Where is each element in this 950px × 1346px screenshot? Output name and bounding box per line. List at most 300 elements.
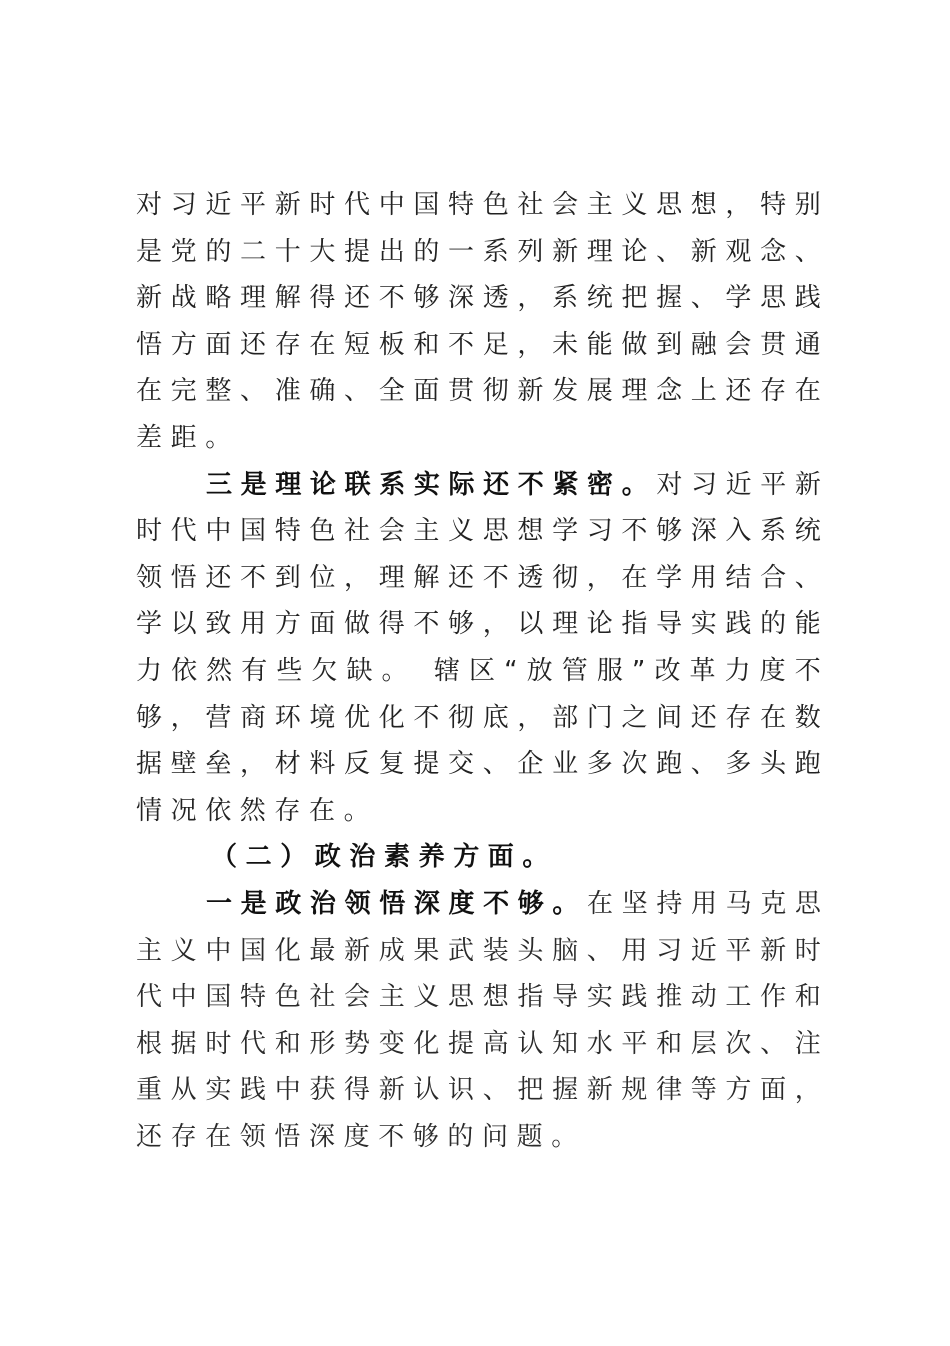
glyph: 境: [309, 702, 336, 733]
glyph: 装: [482, 935, 509, 966]
glyph: 结: [725, 562, 752, 593]
body-line: [136, 1021, 821, 1068]
glyph: 用: [621, 935, 648, 966]
glyph: 义: [170, 935, 197, 966]
glyph: 平: [725, 935, 752, 966]
glyph: 实: [205, 1075, 232, 1106]
glyph: 区: [469, 655, 496, 686]
glyph: 特: [760, 190, 787, 220]
glyph: 、: [794, 562, 821, 593]
glyph: 大: [309, 236, 336, 267]
glyph: 次: [725, 1028, 752, 1059]
glyph: 最: [309, 935, 336, 966]
glyph: 跑: [794, 749, 821, 780]
paragraph-lead-bold: 是: [240, 469, 267, 500]
glyph: 代: [344, 190, 371, 220]
glyph: ，: [517, 329, 544, 360]
glyph: 论: [621, 236, 648, 267]
glyph: 展: [586, 376, 613, 407]
glyph: 势: [344, 1028, 371, 1059]
glyph: 彻: [448, 702, 475, 733]
glyph: 动: [690, 982, 717, 1013]
glyph: 还: [344, 283, 371, 314]
glyph: 得: [378, 609, 405, 640]
glyph: 会: [378, 516, 405, 547]
glyph: 企: [517, 749, 544, 780]
glyph: 头: [760, 749, 787, 780]
body-line: [136, 1067, 821, 1114]
glyph: 思: [656, 190, 683, 220]
paragraph-lead-bold: 度: [448, 888, 475, 919]
glyph: 和: [274, 1028, 301, 1059]
glyph: 高: [482, 1028, 509, 1059]
body-line: [136, 275, 821, 322]
glyph: 社: [517, 190, 544, 220]
glyph: 成: [378, 935, 405, 966]
glyph: 时: [136, 516, 163, 547]
glyph: 色: [482, 190, 509, 220]
glyph: 、: [690, 749, 717, 780]
glyph: 脑: [552, 935, 579, 966]
glyph: 透: [482, 283, 509, 314]
glyph: 不: [413, 609, 440, 640]
glyph: 时: [794, 935, 821, 966]
paragraph-lead-rest: 用: [690, 888, 717, 919]
glyph: 知: [552, 1028, 579, 1059]
glyph: 优: [344, 702, 371, 733]
glyph: 够: [136, 702, 163, 733]
glyph: 思: [760, 283, 787, 314]
glyph: 新: [760, 935, 787, 966]
glyph: 领: [136, 562, 163, 593]
glyph: 色: [274, 982, 301, 1013]
glyph: 近: [690, 935, 717, 966]
glyph: 不: [482, 562, 509, 593]
glyph: 深: [690, 516, 717, 547]
glyph: 的: [760, 609, 787, 640]
glyph: 间: [656, 702, 683, 733]
glyph: 二: [240, 236, 267, 267]
paragraph-lead-bold: 够: [517, 888, 544, 919]
glyph: 在: [309, 329, 336, 360]
body-line: [136, 741, 821, 788]
glyph: 十: [274, 236, 301, 267]
body-line: 差距。: [136, 422, 240, 453]
paragraph-lead-bold: 。: [552, 888, 579, 919]
glyph: 部: [552, 702, 579, 733]
glyph: 。: [381, 655, 408, 686]
glyph: 有: [241, 655, 268, 686]
body-line: [136, 648, 821, 695]
glyph: [417, 648, 425, 695]
glyph: 存: [274, 329, 301, 360]
glyph: 底: [482, 702, 509, 733]
glyph: 用: [240, 609, 267, 640]
glyph: ，: [240, 749, 267, 780]
glyph: 理: [586, 236, 613, 267]
glyph: 在: [760, 702, 787, 733]
glyph: ，: [517, 283, 544, 314]
glyph: 念: [656, 376, 683, 407]
paragraph-lead-rest: 习: [690, 469, 717, 500]
body-line: [136, 508, 821, 555]
glyph: 交: [448, 749, 475, 780]
glyph: 义: [448, 516, 475, 547]
glyph: 不: [240, 562, 267, 593]
glyph: 不: [448, 329, 475, 360]
glyph: 根: [136, 1028, 163, 1059]
paragraph-lead-bold: 不: [483, 888, 510, 919]
glyph: 系: [482, 236, 509, 267]
glyph: 据: [136, 749, 163, 780]
glyph: 党: [170, 236, 197, 267]
paragraph-lead-bold: 领: [344, 888, 371, 919]
glyph: 多: [586, 749, 613, 780]
glyph: 形: [309, 1028, 336, 1059]
glyph: 面: [413, 376, 440, 407]
glyph: 上: [690, 376, 717, 407]
glyph: 提: [448, 1028, 475, 1059]
body-line: [136, 695, 821, 742]
glyph: 辖: [433, 655, 460, 686]
glyph: 到: [274, 562, 301, 593]
glyph: 统: [794, 516, 821, 547]
glyph: 不: [378, 283, 405, 314]
glyph: 彻: [552, 562, 579, 593]
glyph: 思: [482, 516, 509, 547]
glyph: 、: [760, 1028, 787, 1059]
glyph: 主: [586, 190, 613, 220]
glyph: 业: [552, 749, 579, 780]
glyph: 代: [136, 982, 163, 1013]
glyph: 还: [690, 702, 717, 733]
glyph: 中: [205, 935, 232, 966]
body-line: [136, 229, 821, 276]
glyph: 、: [482, 1075, 509, 1106]
glyph: “: [504, 655, 518, 686]
glyph: 统: [586, 283, 613, 314]
glyph: 中: [378, 190, 405, 220]
glyph: 以: [170, 609, 197, 640]
glyph: 的: [413, 236, 440, 267]
glyph: 提: [344, 236, 371, 267]
glyph: ”: [631, 655, 646, 686]
glyph: 不: [621, 516, 648, 547]
glyph: 对: [136, 190, 163, 220]
glyph: 社: [344, 516, 371, 547]
glyph: 握: [656, 283, 683, 314]
glyph: 跑: [656, 749, 683, 780]
paragraph-lead-rest: 克: [760, 888, 787, 919]
glyph: 、: [240, 376, 267, 407]
glyph: 指: [621, 609, 648, 640]
glyph: 头: [517, 935, 544, 966]
glyph: 融: [690, 329, 717, 360]
glyph: ，: [586, 562, 613, 593]
glyph: 新: [552, 236, 579, 267]
paragraph-lead-bold: 论: [309, 469, 336, 500]
glyph: 够: [413, 283, 440, 314]
glyph: 合: [760, 562, 787, 593]
glyph: 改: [654, 655, 681, 686]
glyph: 学: [725, 283, 752, 314]
glyph: 新: [517, 376, 544, 407]
paragraph-lead-bold: 治: [309, 888, 336, 919]
glyph: 主: [378, 982, 405, 1013]
paragraph-lead-bold: 悟: [379, 888, 406, 919]
body-line: [136, 322, 821, 369]
glyph: 到: [656, 329, 683, 360]
glyph: 新: [274, 190, 301, 220]
body-line: [136, 928, 821, 975]
glyph: 习: [586, 516, 613, 547]
glyph: 略: [205, 283, 232, 314]
glyph: 做: [344, 609, 371, 640]
glyph: 、: [586, 935, 613, 966]
glyph: 得: [344, 1075, 371, 1106]
glyph: 、: [344, 376, 371, 407]
glyph: 把: [517, 1075, 544, 1106]
glyph: 是: [136, 236, 163, 267]
glyph: 全: [378, 376, 405, 407]
glyph: 中: [205, 516, 232, 547]
glyph: 国: [413, 190, 440, 220]
glyph: 确: [309, 376, 336, 407]
glyph: 导: [552, 982, 579, 1013]
glyph: 国: [240, 935, 267, 966]
glyph: 推: [656, 982, 683, 1013]
glyph: 能: [794, 609, 821, 640]
glyph: 革: [689, 655, 716, 686]
glyph: 管: [561, 655, 588, 686]
glyph: 别: [794, 190, 821, 220]
glyph: 整: [205, 376, 232, 407]
glyph: 在: [794, 376, 821, 407]
glyph: 律: [656, 1075, 683, 1106]
glyph: 提: [413, 749, 440, 780]
glyph: 数: [794, 702, 821, 733]
paragraph-lead-line: [136, 462, 821, 509]
glyph: 和: [656, 1028, 683, 1059]
glyph: 力: [136, 655, 163, 686]
glyph: 贯: [760, 329, 787, 360]
paragraph-lead-bold: 实: [413, 469, 440, 500]
glyph: 特: [448, 190, 475, 220]
glyph: 主: [136, 935, 163, 966]
glyph: 代: [240, 1028, 267, 1059]
paragraph-lead-bold: 理: [275, 469, 302, 500]
glyph: 中: [170, 982, 197, 1013]
glyph: 果: [413, 935, 440, 966]
glyph: 践: [621, 982, 648, 1013]
glyph: 代: [170, 516, 197, 547]
glyph: 复: [378, 749, 405, 780]
glyph: 够: [656, 516, 683, 547]
glyph: 层: [690, 1028, 717, 1059]
glyph: 实: [586, 982, 613, 1013]
glyph: 之: [621, 702, 648, 733]
glyph: 想: [517, 516, 544, 547]
paragraph-lead-line: [136, 881, 821, 928]
glyph: 识: [448, 1075, 475, 1106]
paragraph-lead-rest: 马: [725, 888, 752, 919]
glyph: ，: [725, 190, 752, 220]
body-line: [136, 601, 821, 648]
glyph: 多: [725, 749, 752, 780]
glyph: 度: [759, 655, 786, 686]
glyph: 想: [482, 982, 509, 1013]
document-body: [136, 182, 821, 1160]
paragraph-lead-rest: 思: [794, 888, 821, 919]
glyph: 观: [725, 236, 752, 267]
glyph: 放: [526, 655, 553, 686]
glyph: 环: [274, 702, 301, 733]
glyph: 特: [240, 982, 267, 1013]
glyph: 然: [206, 655, 233, 686]
paragraph-lead-bold: 际: [448, 469, 475, 500]
glyph: 列: [517, 236, 544, 267]
glyph: 特: [274, 516, 301, 547]
glyph: 化: [378, 702, 405, 733]
glyph: 学: [656, 562, 683, 593]
glyph: 用: [690, 562, 717, 593]
glyph: 足: [482, 329, 509, 360]
glyph: 学: [552, 516, 579, 547]
glyph: 缺: [346, 655, 373, 686]
body-line: 情况依然存在。: [136, 795, 379, 826]
glyph: 、: [482, 749, 509, 780]
glyph: 中: [274, 1075, 301, 1106]
paragraph-lead-rest: 对: [656, 469, 683, 500]
glyph: 国: [240, 516, 267, 547]
glyph: 认: [413, 1075, 440, 1106]
glyph: 存: [725, 702, 752, 733]
glyph: 面: [205, 329, 232, 360]
glyph: 反: [344, 749, 371, 780]
glyph: 时: [309, 190, 336, 220]
glyph: 不: [794, 655, 821, 686]
paragraph-lead-bold: 。: [621, 469, 648, 500]
glyph: 深: [448, 283, 475, 314]
glyph: ，: [482, 609, 509, 640]
glyph: 服: [596, 655, 623, 686]
glyph: 料: [309, 749, 336, 780]
glyph: 商: [240, 702, 267, 733]
glyph: 力: [724, 655, 751, 686]
glyph: 以: [517, 609, 544, 640]
glyph: 依: [171, 655, 198, 686]
glyph: 化: [413, 1028, 440, 1059]
glyph: 思: [448, 982, 475, 1013]
glyph: 致: [205, 609, 232, 640]
paragraph-lead-rest: 坚: [621, 888, 648, 919]
glyph: 面: [760, 1075, 787, 1106]
glyph: 贯: [448, 376, 475, 407]
glyph: 在: [136, 376, 163, 407]
glyph: 会: [552, 190, 579, 220]
glyph: 变: [378, 1028, 405, 1059]
paragraph-lead-bold: 三: [206, 469, 233, 500]
glyph: 平: [240, 190, 267, 220]
glyph: 学: [136, 609, 163, 640]
glyph: ，: [794, 1075, 821, 1106]
glyph: 水: [586, 1028, 613, 1059]
glyph: 营: [205, 702, 232, 733]
glyph: 板: [378, 329, 405, 360]
glyph: 主: [413, 516, 440, 547]
glyph: 导: [656, 609, 683, 640]
glyph: 理: [240, 283, 267, 314]
glyph: 次: [621, 749, 648, 780]
glyph: 获: [309, 1075, 336, 1106]
glyph: 理: [378, 562, 405, 593]
glyph: ，: [344, 562, 371, 593]
glyph: 念: [760, 236, 787, 267]
glyph: 社: [309, 982, 336, 1013]
glyph: 指: [517, 982, 544, 1013]
glyph: 够: [448, 609, 475, 640]
body-line: [136, 368, 821, 415]
glyph: 还: [725, 376, 752, 407]
paragraph-lead-bold: 深: [413, 888, 440, 919]
glyph: 方: [725, 1075, 752, 1106]
glyph: 平: [621, 1028, 648, 1059]
glyph: 的: [205, 236, 232, 267]
glyph: 些: [276, 655, 303, 686]
glyph: 门: [586, 702, 613, 733]
glyph: 习: [170, 190, 197, 220]
glyph: ，: [170, 702, 197, 733]
paragraph-lead-bold: 紧: [552, 469, 579, 500]
glyph: 践: [240, 1075, 267, 1106]
glyph: 还: [240, 329, 267, 360]
glyph: 壁: [170, 749, 197, 780]
glyph: 通: [794, 329, 821, 360]
glyph: 新: [690, 236, 717, 267]
glyph: 作: [760, 982, 787, 1013]
paragraph-lead-bold: 联: [344, 469, 371, 500]
glyph: 工: [725, 982, 752, 1013]
glyph: 方: [274, 609, 301, 640]
glyph: 未: [552, 329, 579, 360]
glyph: 认: [517, 1028, 544, 1059]
glyph: 新: [344, 935, 371, 966]
paragraph-lead-bold: 政: [275, 888, 302, 919]
glyph: 习: [656, 935, 683, 966]
glyph: 想: [690, 190, 717, 220]
glyph: 实: [690, 609, 717, 640]
glyph: 完: [170, 376, 197, 407]
glyph: 义: [413, 982, 440, 1013]
glyph: 从: [170, 1075, 197, 1106]
glyph: 不: [413, 702, 440, 733]
glyph: 理: [621, 376, 648, 407]
glyph: 得: [309, 283, 336, 314]
glyph: ，: [517, 702, 544, 733]
paragraph-lead-bold: 是: [240, 888, 267, 919]
glyph: 论: [586, 609, 613, 640]
glyph: 和: [794, 982, 821, 1013]
glyph: 化: [274, 935, 301, 966]
glyph: 存: [760, 376, 787, 407]
glyph: 解: [413, 562, 440, 593]
glyph: 在: [621, 562, 648, 593]
paragraph-lead-rest: 持: [656, 888, 683, 919]
glyph: 一: [448, 236, 475, 267]
glyph: 、: [656, 236, 683, 267]
glyph: 注: [794, 1028, 821, 1059]
glyph: 践: [725, 609, 752, 640]
